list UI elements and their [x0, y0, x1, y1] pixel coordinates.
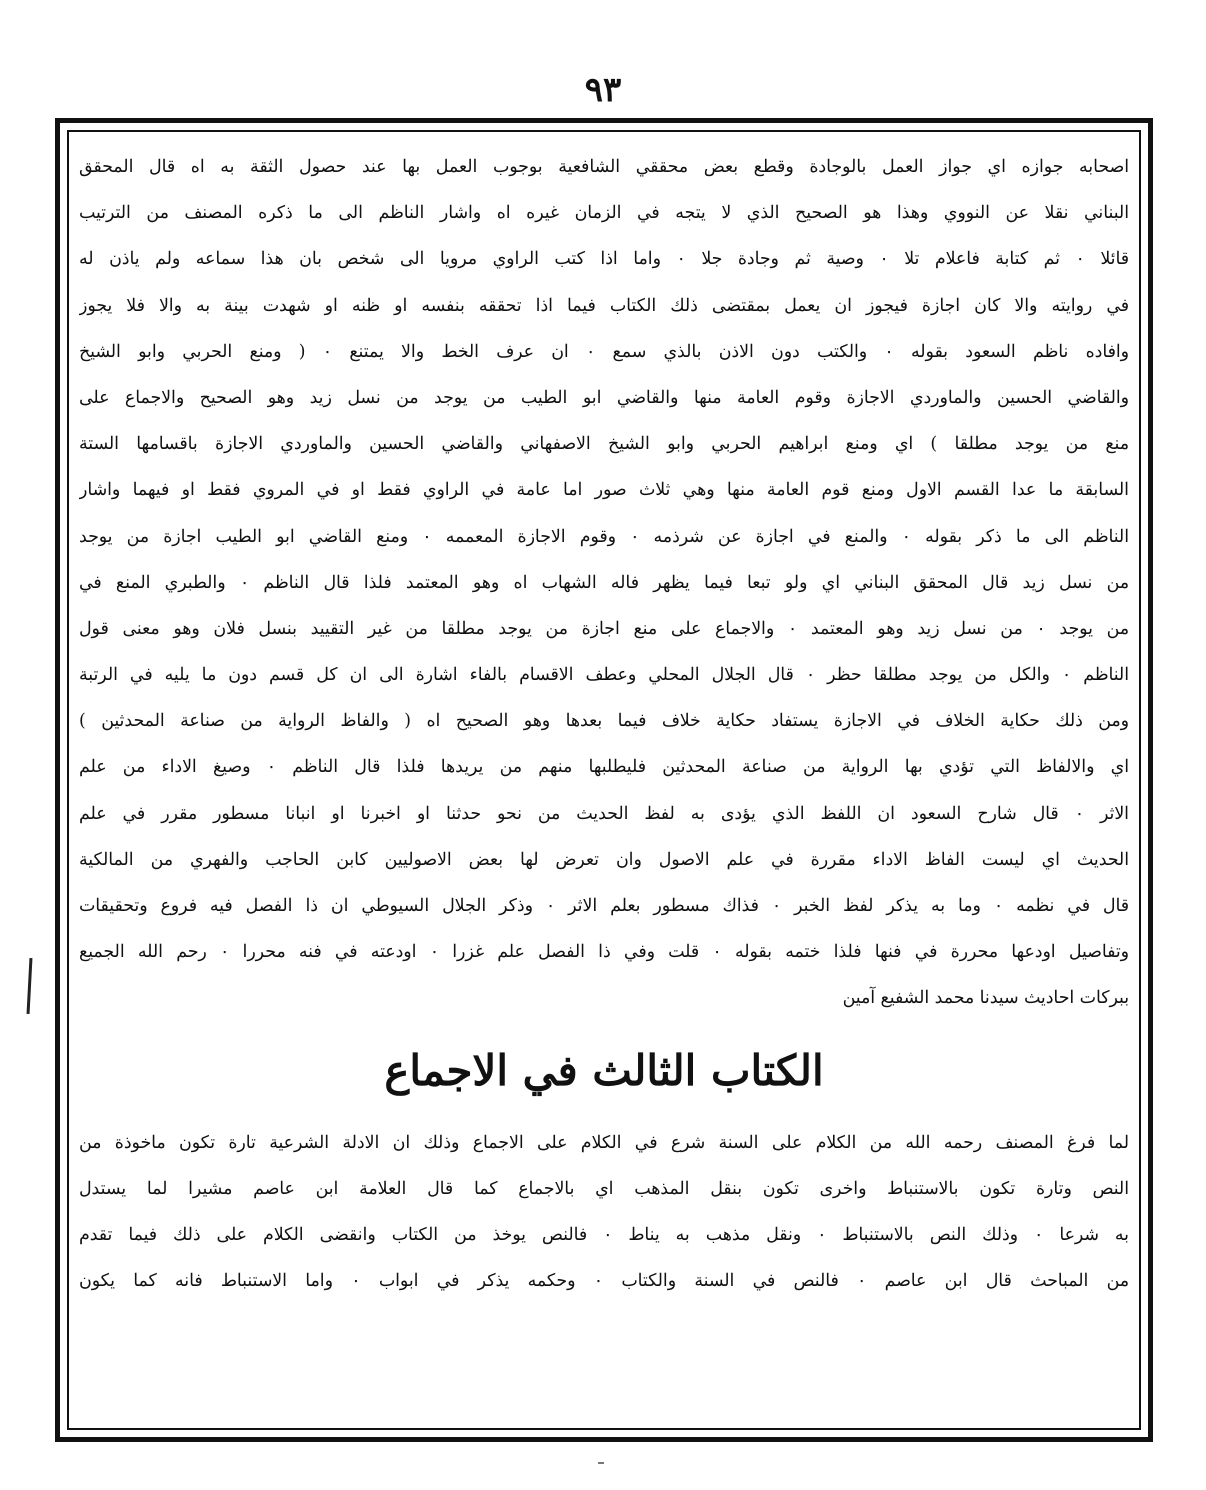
- text-line: من يوجد ٠ من نسل زيد وهو المعتمد ٠ والاجماع على منع اجازة من يوجد مطلقا من غير التقييد بنسل فلان وهو معنى قول: [79, 618, 1129, 639]
- text-line: ببركات احاديث سيدنا محمد الشفيع آمين: [842, 988, 1129, 1009]
- text-line: الاثر ٠ قال شارح السعود ان اللفظ الذي يؤدى به لفظ الحديث من نحو حدثنا او اخبرنا او انبانا مسطور مقرر في علم: [79, 803, 1129, 824]
- text-line: وتفاصيل اودعها محررة في فنها فلذا ختمه بقوله ٠ قلت وفي ذا الفصل علم غزرا ٠ اودعته في فنه محررا ٠ رحم الله الجميع: [79, 942, 1129, 963]
- text-line: من نسل زيد قال المحقق البناني اي ولو تبعا فيما يظهر فاله الشهاب اه وهو المعتمد فلذا قال الناظم ٠ والطبري المنع في: [79, 572, 1129, 593]
- text-line: لما فرغ المصنف رحمه الله من الكلام على السنة شرع في الكلام على الاجماع وذلك ان الادلة الشرعية تارة تكون ماخوذة من: [79, 1132, 1129, 1153]
- text-line: الناظم ٠ والكل من يوجد مطلقا حظر ٠ قال الجلال المحلي وعطف الاقسام بالفاء اشارة الى ان كل قسم دون ما يليه في الرتبة: [79, 665, 1129, 686]
- text-line: السابقة ما عدا القسم الاول ومنع قوم العامة منها وهي ثلاث صور اما عامة في الراوي فقط او في المروي فقط او فيهما واشار: [79, 480, 1129, 501]
- text-line: البناني نقلا عن النووي وهذا هو الصحيح الذي لا يتجه في الزمان غيره اه واشار الناظم الى ما ذكره المصنف من الترتيب: [79, 203, 1129, 224]
- text-line: وافاده ناظم السعود بقوله ٠ والكتب دون الاذن بالذي سمع ٠ ان عرف الخط والا يمتنع ٠ ( ومنع الحربي وابو الشيخ: [79, 341, 1129, 362]
- text-line: النص وتارة تكون بالاستنباط واخرى تكون بنقل المذهب اي بالاجماع كما قال العلامة ابن عاصم مشيرا لما يستدل: [79, 1178, 1129, 1199]
- scan-speck: [598, 1462, 604, 1464]
- text-line: منع من يوجد مطلقا ) اي ومنع ابراهيم الحربي وابو الشيخ الاصفهاني والقاضي الحسين والماوردي الاجازة باقسامها الستة: [79, 434, 1129, 455]
- text-line: الحديث اي ليست الفاظ الاداء مقررة في علم الاصول وان تعرض لها بعض الاصوليين كابن الحاجب والفهري من المالكية: [79, 849, 1129, 870]
- page-border-inner: [67, 130, 1141, 1430]
- text-line: قال في نظمه ٠ وما به يذكر لفظ الخبر ٠ فذاك مسطور بعلم الاثر ٠ وذكر الجلال السيوطي ان ذا الفصل فيه فروع وتحقيقات: [79, 896, 1129, 916]
- chapter-heading: الكتاب الثالث في الاجماع: [384, 1045, 824, 1095]
- text-line: والقاضي الحسين والماوردي الاجازة وقوم العامة منها والقاضي ابو الطيب من يوجد من نسل زيد وهو الصحيح والاجماع على: [79, 387, 1129, 408]
- margin-mark: [27, 958, 33, 1014]
- text-line: ومن ذلك حكاية الخلاف في الاجازة يستفاد حكاية خلاف فيما بعدها وهو الصحيح اه ( والفاظ الرواية من صناعة المحدثين ): [79, 711, 1129, 732]
- text-line: به شرعا ٠ وذلك النص بالاستنباط ٠ ونقل مذهب به يناط ٠ فالنص يوخذ من الكتاب وانقضى الكلام على ذلك فيما تقدم: [79, 1224, 1129, 1245]
- text-line: الناظم الى ما ذكر بقوله ٠ والمنع في اجازة عن شرذمه ٠ وقوم الاجازة المعممه ٠ ومنع القاضي ابو الطيب اجازة من يوجد: [79, 526, 1129, 547]
- text-line: في روايته والا كان اجازة فيجوز ان يعمل بمقتضى ذلك الكتاب فيما اذا تحققه بنفسه او ظنه او شهدت بينة به والا فلا يجوز: [79, 295, 1129, 316]
- text-line: قائلا ٠ ثم كتابة فاعلام تلا ٠ وصية ثم وجادة جلا ٠ واما اذا كتب الراوي مرويا الى شخص بان هذا سماعه ولم ياذن له: [79, 249, 1129, 270]
- page-content: [79, 144, 1129, 1420]
- text-line: اي والالفاظ التي تؤدي بها الرواية من صناعة المحدثين فليطلبها منهم من يريدها فلذا قال الناظم ٠ وصيغ الاداء من علم: [79, 757, 1129, 778]
- text-line: من المباحث قال ابن عاصم ٠ فالنص في السنة والكتاب ٠ وحكمه يذكر في ابواب ٠ واما الاستنباط فانه كما يكون: [79, 1271, 1129, 1292]
- section-text: [79, 144, 1129, 1022]
- section-text: [79, 1120, 1129, 1305]
- page-border: [55, 118, 1153, 1442]
- page-number: ٩٣: [584, 70, 622, 110]
- text-line: اصحابه جوازه اي جواز العمل بالوجادة وقطع بعض محققي الشافعية بوجوب العمل بها عند حصول الثقة به اه قال المحقق: [79, 157, 1129, 177]
